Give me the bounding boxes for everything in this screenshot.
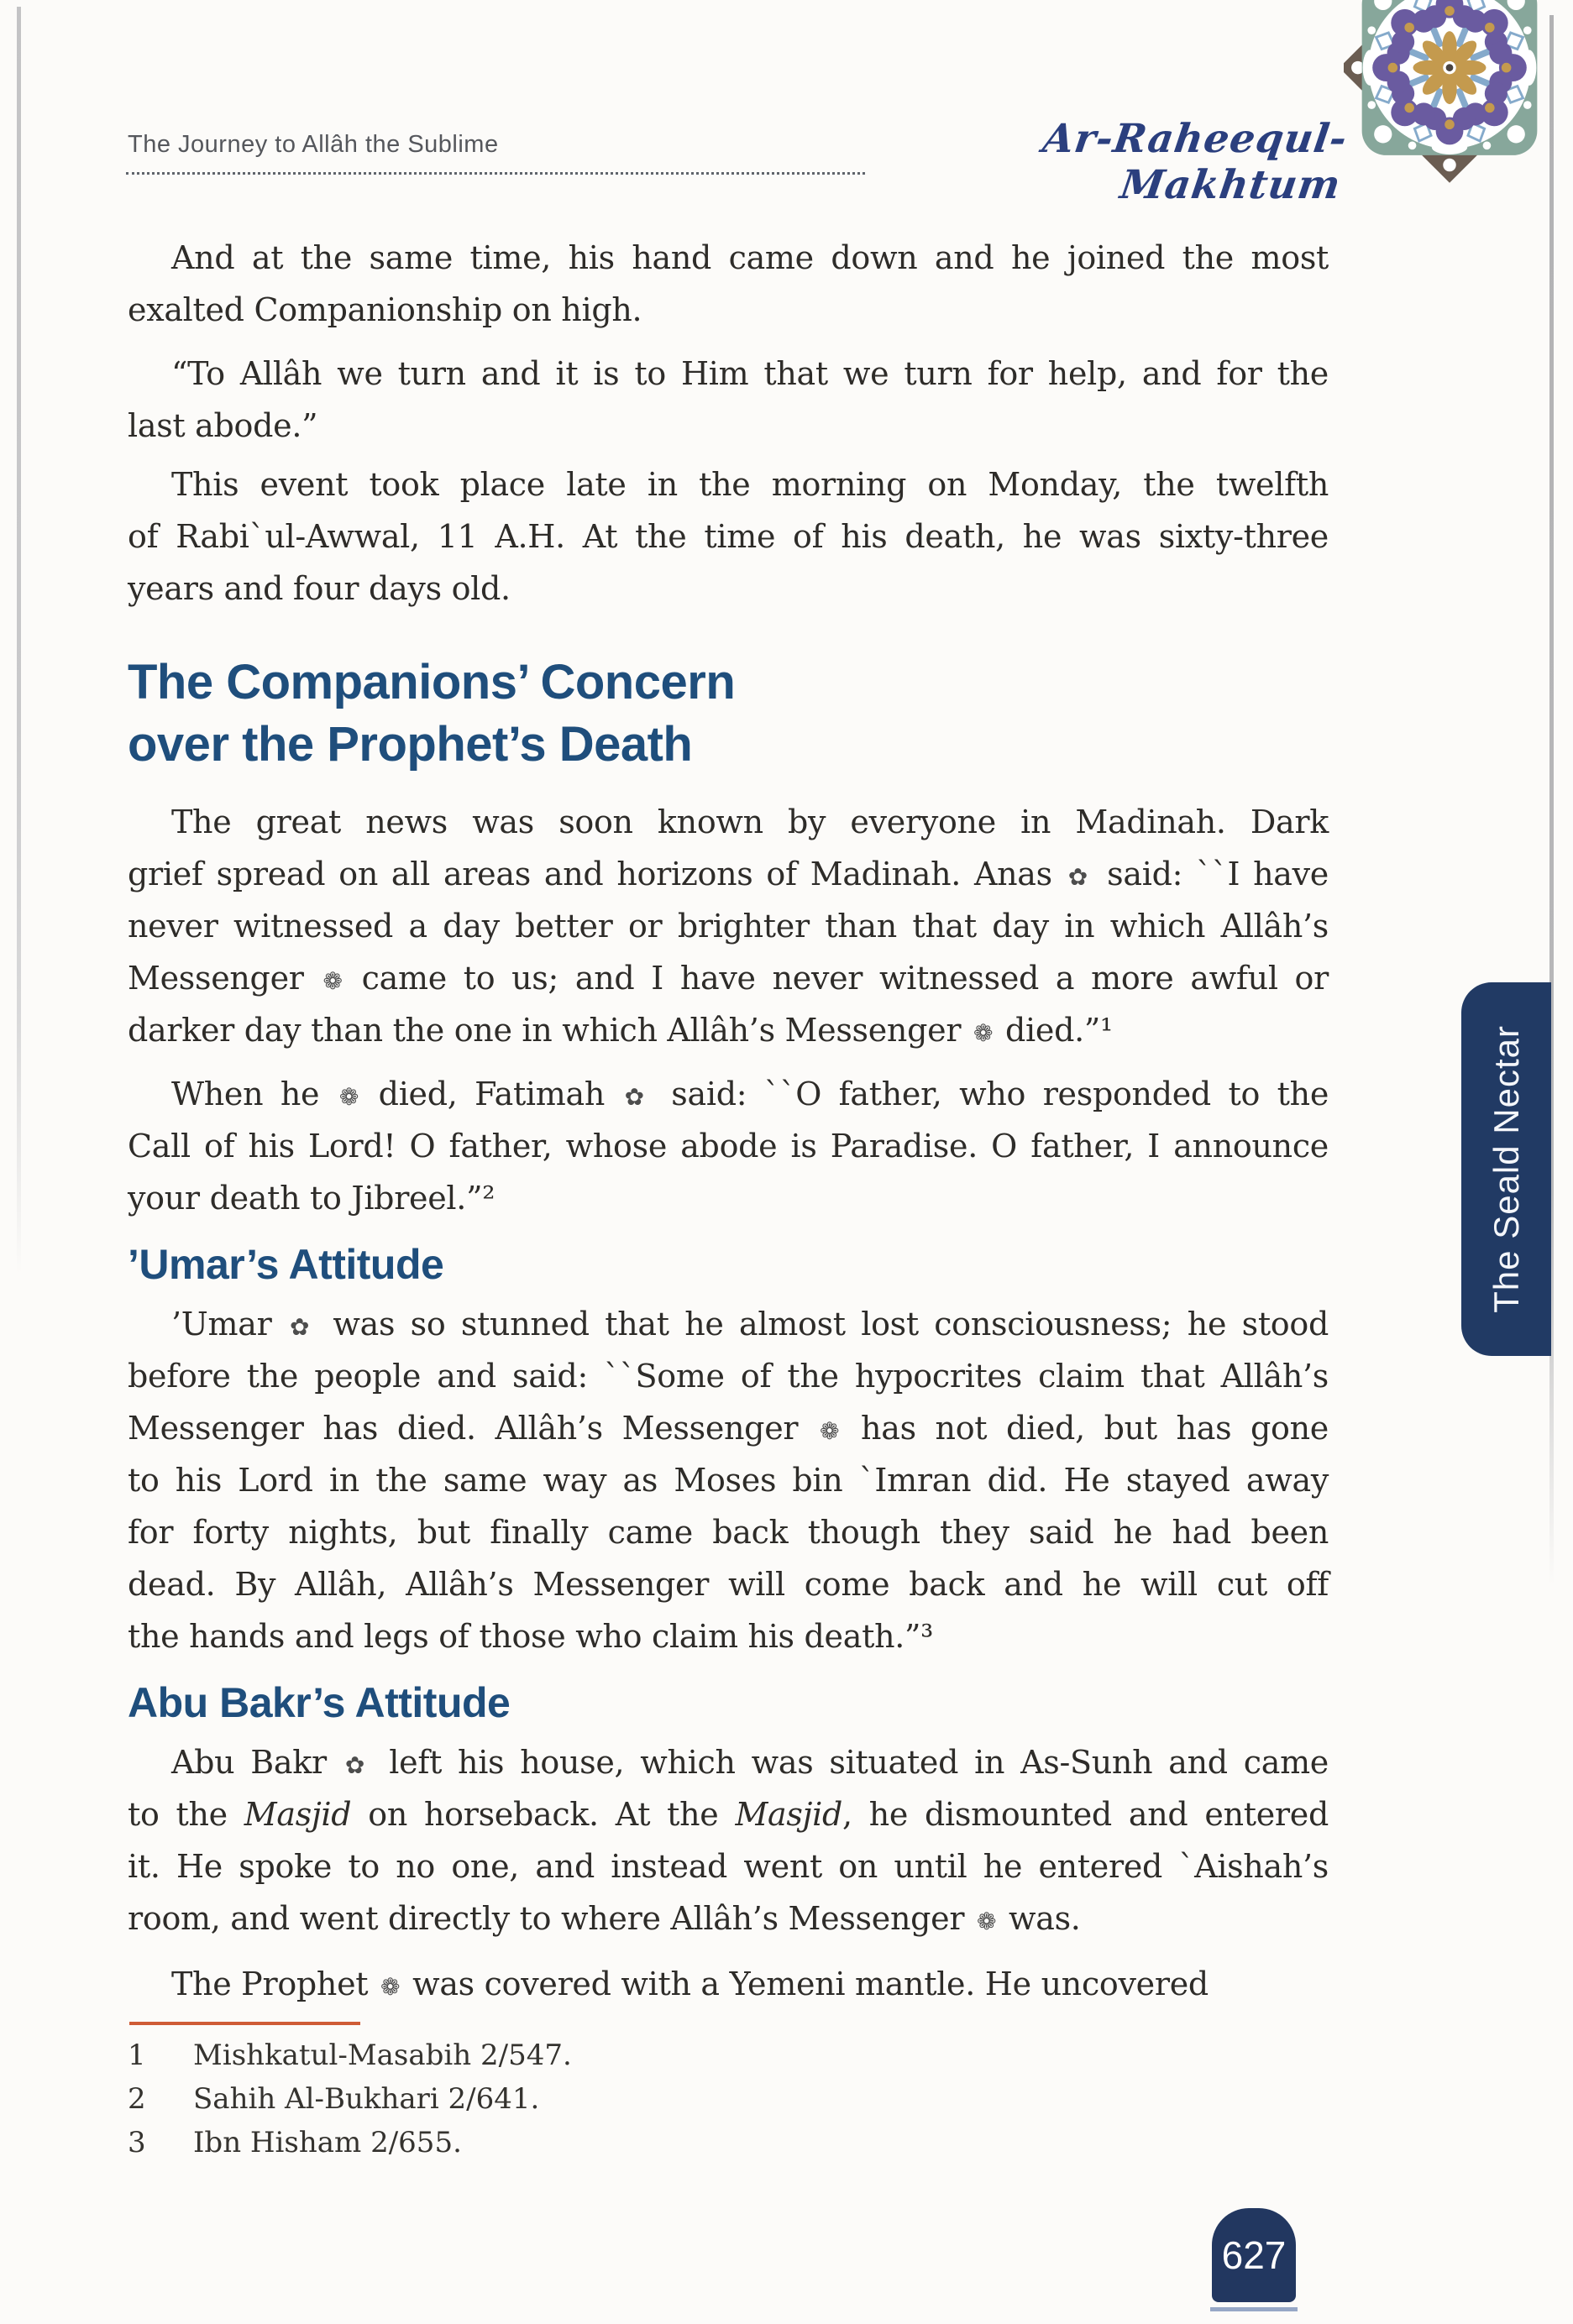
honorific-calligraphy-icon: ✿ bbox=[344, 1751, 371, 1779]
body-line: last abode.” bbox=[128, 407, 318, 444]
body-line: When he ❁ died, Fatimah ✿ said: ``O father, who responded to the bbox=[171, 1076, 1329, 1112]
body-line: grief spread on all areas and horizons of Madinah. Anas ✿ said: ``I have bbox=[128, 856, 1329, 892]
honorific-calligraphy-icon: ✿ bbox=[624, 1083, 652, 1111]
body-line: dead. By Allâh, Allâh’s Messenger will come back and he will cut off bbox=[128, 1566, 1329, 1603]
section-heading-companions-concern bbox=[128, 652, 1329, 776]
body-line: Messenger has died. Allâh’s Messenger ❁ has not died, but has gone bbox=[128, 1410, 1329, 1447]
body-line: Abu Bakr ✿ left his house, which was situated in As-Sunh and came bbox=[171, 1744, 1329, 1781]
footnote bbox=[128, 2077, 1329, 2121]
body-line: to the Masjid on horseback. At the Masjid, he dismounted and entered bbox=[128, 1796, 1329, 1833]
paragraph bbox=[128, 1736, 1329, 1945]
footnote-text: Sahih Al-Bukhari 2/641. bbox=[193, 2082, 540, 2116]
body-line: ’Umar ✿ was so stunned that he almost lost consciousness; he stood bbox=[171, 1306, 1329, 1343]
footnote-number: 1 bbox=[128, 2039, 146, 2072]
body-line: before the people and said: ``Some of the hypocrites claim that Allâh’s bbox=[128, 1358, 1329, 1395]
page-number-badge bbox=[1212, 2208, 1296, 2302]
heading-line: over the Prophet’s Death bbox=[128, 717, 693, 772]
section-heading-umars-attitude: ’Umar’s Attitude bbox=[128, 1241, 444, 1288]
section-heading-abu-bakrs-attitude: Abu Bakr’s Attitude bbox=[128, 1679, 511, 1726]
body-line: it. He spoke to no one, and instead went on until he entered `Aishah’s bbox=[128, 1848, 1329, 1885]
paragraph bbox=[128, 458, 1329, 615]
body-line: The Prophet ❁ was covered with a Yemeni mantle. He uncovered bbox=[171, 1965, 1209, 2002]
body-line: the hands and legs of those who claim his death.”³ bbox=[128, 1618, 934, 1655]
body-line: your death to Jibreel.”² bbox=[128, 1180, 495, 1217]
honorific-calligraphy-icon: ❁ bbox=[338, 1083, 359, 1111]
footnote-text: Ibn Hisham 2/655. bbox=[193, 2126, 462, 2159]
body-line: to his Lord in the same way as Moses bin `Imran did. He stayed away bbox=[128, 1462, 1329, 1499]
honorific-calligraphy-icon: ❁ bbox=[973, 1019, 994, 1047]
left-gutter-line bbox=[17, 7, 21, 1275]
honorific-calligraphy-icon: ✿ bbox=[289, 1313, 315, 1341]
footnote-number: 3 bbox=[128, 2126, 146, 2159]
body-line: And at the same time, his hand came down and he joined the most bbox=[171, 239, 1329, 276]
paragraph bbox=[128, 1068, 1329, 1224]
body-line: The great news was soon known by everyone in Madinah. Dark bbox=[171, 803, 1329, 840]
paragraph bbox=[128, 348, 1329, 452]
honorific-calligraphy-icon: ✿ bbox=[1067, 863, 1092, 891]
body-line: never witnessed a day better or brighter than that day in which Allâh’s bbox=[128, 908, 1329, 945]
footnote bbox=[128, 2121, 1329, 2164]
heading-line: The Companions’ Concern bbox=[128, 655, 736, 709]
body-line: “To Allâh we turn and it is to Him that we turn for help, and for the bbox=[171, 355, 1329, 392]
side-tab-label: The Seald Nectar bbox=[1486, 1025, 1526, 1313]
body-line: Messenger ❁ came to us; and I have never witnessed a more awful or bbox=[128, 960, 1329, 997]
footnote bbox=[128, 2034, 1329, 2077]
honorific-calligraphy-icon: ❁ bbox=[322, 967, 343, 995]
body-line: of Rabi`ul-Awwal, 11 A.H. At the time of his death, he was sixty-three bbox=[128, 518, 1329, 555]
body-line: years and four days old. bbox=[128, 570, 511, 607]
running-header-book-title: Ar-Raheequl-Makhtum bbox=[1040, 116, 1350, 208]
honorific-calligraphy-icon: ❁ bbox=[380, 1973, 401, 2001]
page-number: 627 bbox=[1221, 2233, 1287, 2277]
footnotes bbox=[128, 2034, 1329, 2164]
islamic-rosette-ornament bbox=[1344, 0, 1555, 202]
body-line: for forty nights, but finally came back though they said he had been bbox=[128, 1514, 1329, 1551]
page-number-underline bbox=[1210, 2307, 1298, 2311]
body-line: exalted Companionship on high. bbox=[128, 291, 642, 328]
page-body bbox=[128, 232, 1329, 2164]
body-line: Call of his Lord! O father, whose abode is Paradise. O father, I announce bbox=[128, 1128, 1329, 1165]
side-tab-book-section bbox=[1461, 982, 1551, 1356]
paragraph bbox=[128, 1958, 1329, 2010]
paragraph bbox=[128, 232, 1329, 336]
header-dotted-rule bbox=[126, 139, 865, 175]
body-line: room, and went directly to where Allâh’s Messenger ❁ was. bbox=[128, 1900, 1081, 1937]
footnote-number: 2 bbox=[128, 2082, 146, 2116]
honorific-calligraphy-icon: ❁ bbox=[820, 1417, 840, 1445]
honorific-calligraphy-icon: ❁ bbox=[976, 1908, 997, 1935]
footnote-text: Mishkatul-Masabih 2/547. bbox=[193, 2039, 572, 2072]
running-header-chapter: The Journey to Allâh the Sublime bbox=[128, 131, 499, 158]
body-line: darker day than the one in which Allâh’s Messenger ❁ died.”¹ bbox=[128, 1012, 1113, 1049]
paragraph bbox=[128, 1298, 1329, 1662]
paragraph bbox=[128, 796, 1329, 1056]
footnote-separator-rule bbox=[129, 2022, 360, 2025]
body-line: This event took place late in the morning on Monday, the twelfth bbox=[171, 466, 1329, 503]
